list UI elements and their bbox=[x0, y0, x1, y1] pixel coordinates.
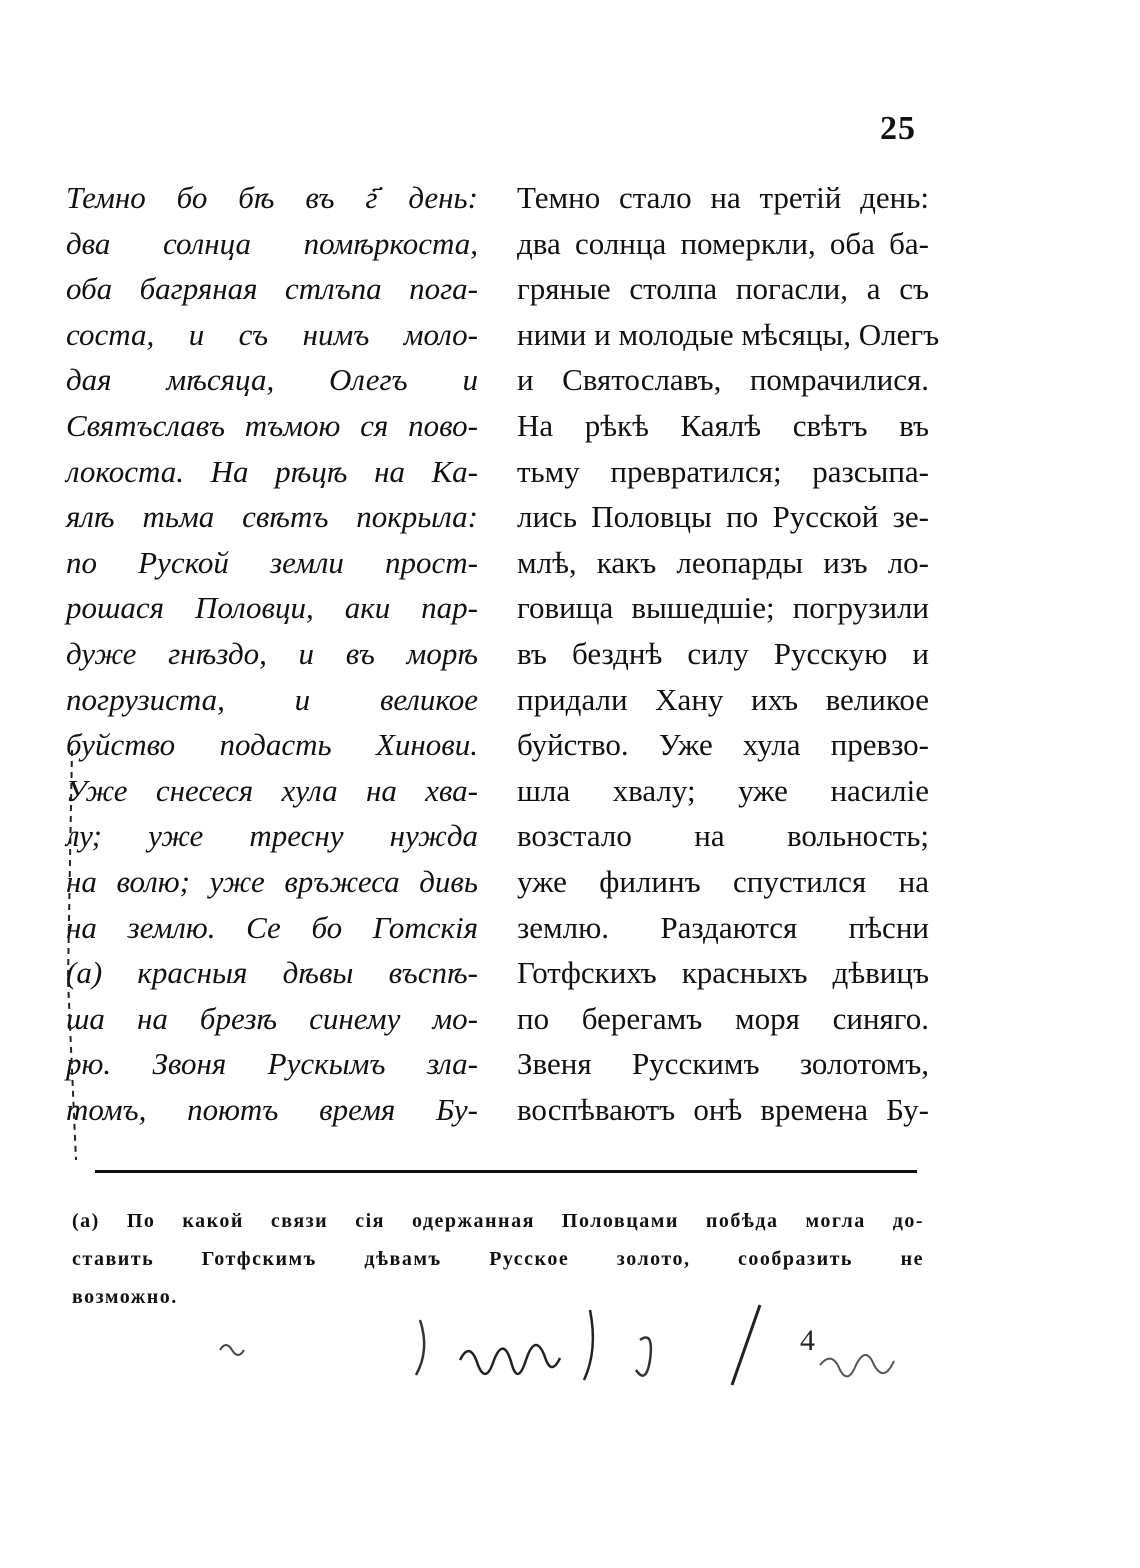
text-line: воспѣваютъ онѣ времена Бу- bbox=[517, 1091, 929, 1127]
text-line: соста, и съ нимъ моло- bbox=[66, 316, 478, 352]
text-line: буйство. Уже хула превзо- bbox=[517, 727, 929, 763]
text-line: по берегамъ моря синяго. bbox=[517, 1000, 929, 1036]
text-line: ялѣ тьма свѣтъ покрыла: bbox=[66, 499, 478, 535]
text-line: ними и молодые мѣсяцы, Олегъ bbox=[517, 316, 940, 352]
text-line: локоста. На рѣцѣ на Ка- bbox=[66, 453, 478, 489]
text-line: Готфскихъ красныхъ дѣвицъ bbox=[517, 955, 929, 991]
text-line: рошася Половци, аки пар- bbox=[66, 590, 478, 626]
text-line: лись Половцы по Русской зе- bbox=[517, 499, 929, 535]
text-line: буйство подасть Хинови. bbox=[66, 727, 478, 763]
text-line: на волю; уже връжеса дивь bbox=[66, 863, 478, 899]
text-line: Звеня Русскимъ золотомъ, bbox=[517, 1046, 929, 1082]
pencil-margin-line bbox=[60, 740, 100, 1200]
text-line: дуже гнѣздо, и въ морѣ bbox=[66, 635, 478, 671]
text-line: шла хвалу; уже насиліе bbox=[517, 772, 929, 808]
text-line: погрузиста, и великое bbox=[66, 681, 478, 717]
page-number: 25 bbox=[880, 110, 916, 147]
text-line: млѣ, какъ леопарды изъ ло- bbox=[517, 544, 929, 580]
old-russian-text-column bbox=[66, 175, 478, 1132]
footnote-line: ставить Готфскимъ дѣвамъ Русское золото, сообразить не bbox=[72, 1248, 924, 1270]
text-line: два солнца помѣркоста, bbox=[66, 225, 478, 261]
footnote-line: возможно. bbox=[72, 1286, 178, 1308]
text-line: дая мѣсяца, Олегъ и bbox=[66, 362, 478, 398]
text-line: и Святославъ, помрачилися. bbox=[517, 362, 929, 398]
text-line: въ безднѣ силу Русскую и bbox=[517, 635, 929, 671]
text-line: уже филинъ спустился на bbox=[517, 863, 929, 899]
text-line: томъ, поютъ время Бу- bbox=[66, 1091, 478, 1127]
text-line: оба багряная стлъпа пога- bbox=[66, 271, 478, 307]
modern-translation-column bbox=[517, 175, 940, 1132]
text-line: На рѣкѣ Каялѣ свѣтъ въ bbox=[517, 407, 929, 443]
footnote-line: (а) По какой связи сія одержанная Половцами побѣда могла до- bbox=[72, 1210, 924, 1232]
text-line: (а) красныя дѣвы въспѣ- bbox=[66, 955, 478, 991]
text-line: Темно стало на третій день: bbox=[517, 180, 929, 215]
text-line: лу; уже тресну нужда bbox=[66, 818, 478, 854]
text-line: говища вышедшіе; погрузили bbox=[517, 590, 929, 626]
text-line: гряные столпа погасли, а съ bbox=[517, 271, 929, 307]
text-line: Уже снесеся хула на хва- bbox=[66, 772, 478, 808]
text-line: придали Хану ихъ великое bbox=[517, 681, 929, 717]
text-line: Святъславъ тъмою ся пово- bbox=[66, 407, 478, 443]
text-line: Темно бо бѣ въ г҃ день: bbox=[66, 180, 478, 215]
text-line: рю. Звоня Рускымъ зла- bbox=[66, 1046, 478, 1082]
text-line: возстало на вольность; bbox=[517, 818, 929, 854]
svg-text:4: 4 bbox=[800, 1324, 815, 1357]
text-line: тьму превратился; разсыпа- bbox=[517, 453, 929, 489]
text-line: землю. Раздаются пѣсни bbox=[517, 909, 929, 945]
footnote bbox=[72, 1202, 924, 1316]
handwritten-annotation bbox=[120, 1300, 980, 1420]
text-line: по Руской земли прост- bbox=[66, 544, 478, 580]
text-line: ша на брезѣ синему мо- bbox=[66, 1000, 478, 1036]
text-line: на землю. Се бо Готскія bbox=[66, 909, 478, 945]
text-line: два солнца померкли, оба ба- bbox=[517, 225, 929, 261]
footnote-divider bbox=[95, 1170, 917, 1173]
